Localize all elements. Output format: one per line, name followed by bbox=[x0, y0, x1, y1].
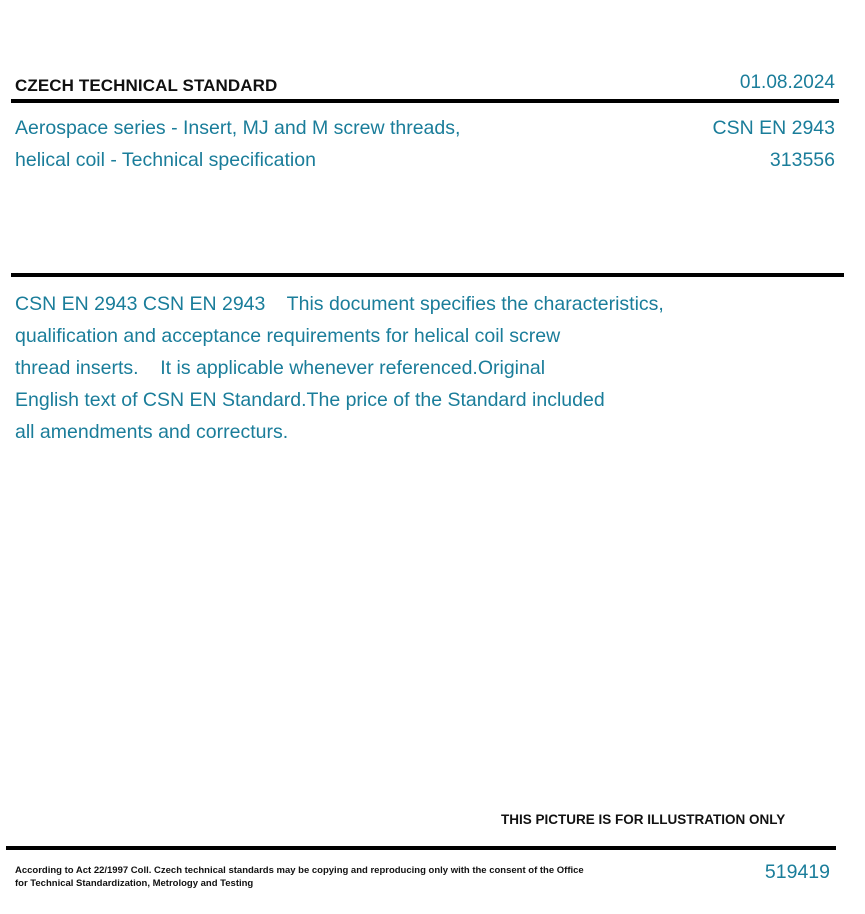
footer-divider bbox=[6, 846, 836, 850]
description-line: qualification and acceptance requirements for helical coil screw bbox=[15, 325, 561, 347]
footer-number: 519419 bbox=[764, 861, 830, 883]
description-line: CSN EN 2943 CSN EN 2943 This document specifies the characteristics, bbox=[15, 293, 664, 315]
description-line: all amendments and correcturs. bbox=[15, 421, 289, 443]
section-divider bbox=[11, 273, 844, 277]
legal-notice-line: for Technical Standardization, Metrology and Testing bbox=[15, 878, 254, 889]
standard-title-line-2: helical coil - Technical specification bbox=[15, 149, 316, 171]
description-line: English text of CSN EN Standard.The price of the Standard included bbox=[15, 389, 605, 411]
header-divider bbox=[11, 99, 839, 103]
illustration-note: THIS PICTURE IS FOR ILLUSTRATION ONLY bbox=[501, 812, 786, 827]
standard-title-line-1: Aerospace series - Insert, MJ and M screw threads, bbox=[15, 117, 461, 139]
catalog-number: 313556 bbox=[769, 149, 835, 171]
legal-notice bbox=[15, 864, 584, 890]
document-type-label: CZECH TECHNICAL STANDARD bbox=[15, 76, 278, 95]
publication-date: 01.08.2024 bbox=[739, 72, 835, 93]
standard-description bbox=[15, 288, 775, 448]
description-line: thread inserts. It is applicable whenever referenced.Original bbox=[15, 357, 546, 379]
standard-code: CSN EN 2943 bbox=[712, 117, 835, 139]
legal-notice-line: According to Act 22/1997 Coll. Czech technical standards may be copying and reproducing only with the consent of the Office bbox=[15, 865, 584, 876]
